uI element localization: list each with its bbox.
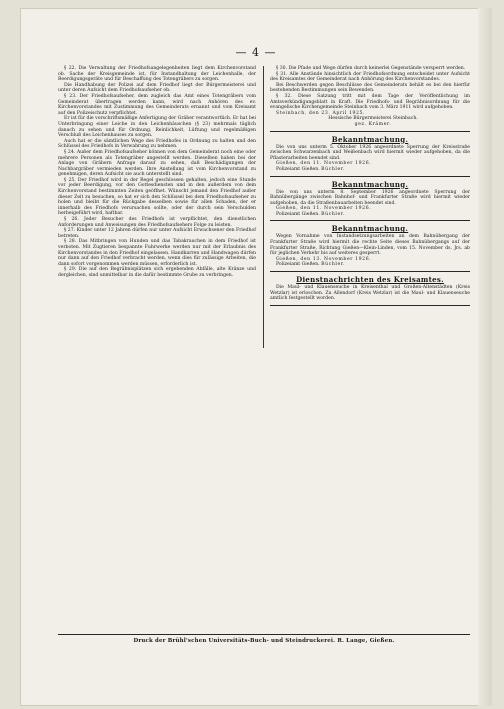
left-paragraph: § 23. Der Friedhofsaufseher, dem zugleich das Amt eines Totengräbers vom Gemeinderat übertragen werden kann, wird nach Anhören des ev. Kirchenvorstandes mit Zustimmung des Gemeinderats ernannt und vom Kreisamt auf den Polizeischutz verpflichtet. <box>58 93 256 116</box>
notice-place-date: Gießen, den 11. November 1926. <box>276 206 372 212</box>
notice-signatory: Büchler. <box>321 211 346 217</box>
notice-signatory: Büchler. <box>321 262 346 268</box>
document-page <box>20 8 492 706</box>
notice-body: Die von uns unterm 5. Oktober 1926 angeordnete Sperrung der Kreisstraße zwischen Schwarzenbach und Weißenbach wird hiermit wieder aufgehoben, da die Pflasterarbeiten beendet sind. <box>270 144 470 161</box>
left-paragraph: Die Handhabung der Polizei auf dem Friedhof liegt der Bürgermeisterei und unter deren Aufsicht dem Friedhofsaufseher ob. <box>58 82 256 94</box>
right-column <box>270 66 470 308</box>
left-paragraph: § 22. Die Verwaltung der Friedhofsangelegenheiten liegt dem Kirchenvorstand ob. Sache der Kreisgemeinde ist, für Instandhaltung der Leichenhalle, der Beerdigungsgeräte und für Beschaffung des Totengräbers zu sorgen. <box>58 66 256 83</box>
notice-title <box>270 224 470 233</box>
right-paragraph: § 31. Alle Anstände hinsichtlich der Friedhofsordnung entscheidet unter Aufsicht des Kreisamtes der Gemeinderat nach Anhörung des Kirchenvorstandes. <box>270 71 470 83</box>
section-rule <box>270 305 470 306</box>
notice-authority-text: Polizeiamt Gießen. <box>276 166 320 172</box>
signature-name: gez. Krämer. <box>354 121 392 127</box>
dienstnachrichten-title <box>270 275 470 284</box>
notice-title-text: Bekanntmachung. <box>331 134 409 144</box>
left-paragraph: Auch hat er die sämtlichen Wege des Friedhofes in Ordnung zu halten und den Schlüssel des Friedhofs in Verwahrung zu nehmen. <box>58 138 256 150</box>
section-rule <box>270 131 470 132</box>
right-paragraph: § 32. Diese Satzung tritt mit dem Tage der Veröffentlichung im Amtsverkündigungsblatt in Kraft. Die Friedhofs- und Begräbnisordnung für die evangelische Kirchengemeinde Steinbach vom 3. März 1911 wird aufgehoben. <box>270 93 470 111</box>
notice-authority <box>270 262 470 268</box>
printer-imprint: Druck der Brühl'schen Universitäts-Buch- und Steindruckerei. R. Lange, Gießen. <box>133 638 395 644</box>
dienstnachrichten-title-text: Dienstnachrichten des Kreisamtes. <box>296 275 444 285</box>
footer-rule <box>58 634 470 635</box>
left-paragraph: § 28. Das Mitbringen von Hunden und das Tabakrauchen in dem Friedhof ist verboten. Mit Zugtieren bespannte Fuhrwerke werden nur mit der Erlaubnis des Kirchenvorstandes in den Friedhof eingelassen. Handkarren und Handwagen dürfen nur dann auf den Friedhof verbracht werden, wenn dies für zulässige Arbeiten, die dann sofort vorgenommen werden müssen, erforderlich ist. <box>58 239 256 267</box>
left-paragraph: § 24. Außer dem Friedhofsaufseher können von dem Gemeinderat noch eine oder mehrere Personen als Totengräber angestellt werden. Dieselben haben bei der Anlage von Gräbern Anfrage darauf zu sehen, daß Beschädigungen der Nachbargräber vermieden werden. Ihre Anstellung ist vom Kirchenvorstand zu genehmigen, deren Aufsicht sie auch unterstellt sind. <box>58 149 256 178</box>
section-rule <box>270 271 470 272</box>
right-paragraph: § 30. Die Pfade und Wege dürfen durch keinerlei Gegenstände versperrt werden. <box>276 66 466 71</box>
notice-authority-text: Polizeiamt Gießen. <box>276 211 320 217</box>
left-paragraph: Er ist für die vorschriftsmäßige Anfertigung der Gräber verantwortlich. Er hat bei Unterbringung einer Leiche in den Leichenhäuschen (§ 23) mehrmals täglich danach zu sehen und für Ordnung, Reinlichkeit, Lüftung und regelmäßigen Verschluß des Leichenhauses zu sorgen. <box>58 116 256 139</box>
notice-authority-text: Polizeiamt Gießen. <box>276 262 320 268</box>
notice-authority <box>270 167 470 173</box>
notice-title-text: Bekanntmachung. <box>331 224 409 234</box>
notice-body: Wegen Vornahme von Instandsetzungsarbeiten an dem Bahnübergang der Frankfurter Straße wird hiermit die rechte Seite dieses Bahnübergangs auf der Frankfurter Straße, Richtung Gießen—Klein-Linden, vom 15. November ds. Jrs. ab für jeglichen Verkehr bis auf weiteres gesperrt. <box>270 234 470 257</box>
notice-place-date: Gießen, den 11. November 1926. <box>276 161 372 167</box>
section-rule <box>270 176 470 177</box>
dienstnachrichten-body: Die Maul- und Klauenseuche in Kreisenthal und Großen-Altenstädten (Kreis Wetzlar) ist erloschen. Zu Allendorf (Kreis Wetzlar) ist die Maul- und Klauenseuche amtlich festgestellt worden. <box>270 285 470 302</box>
notice-authority <box>270 212 470 218</box>
left-paragraph: § 26. Jeder Besucher des Friedhofs ist verpflichtet, den dienstlichen Anforderungen und Anweisungen des Friedhofsaufsehers Folge zu leisten. <box>58 217 256 228</box>
section-rule <box>270 220 470 221</box>
notice-title <box>270 180 470 189</box>
right-paragraph: Bei Beschwerden gegen Beschlüsse des Gemeinderats behält es bei den hierfür bestehenden Bestimmungen sein Bewenden. <box>270 82 470 94</box>
page-number: — 4 — <box>235 46 277 59</box>
notice-body: Die von uns unterm 8. September 1926 angeordnete Sperrung der Bahnübergänge zwischen Bahnhof- und Frankfurter Straße wird hiermit wieder aufgehoben, da die Straßenbauarbeiten beendet sind. <box>270 189 470 206</box>
notice-title <box>270 135 470 144</box>
left-paragraph: § 29. Die auf den Begräbnisplätzen sich ergebenden Abfälle, alte Kränze und dergleichen, sind unmittelbar in die dafür bestimmte Grube zu verbringen. <box>58 267 256 278</box>
signature-office: Hessische Bürgermeisterei Steinbach. <box>328 116 418 122</box>
notice-place-date: Gießen, den 13. November 1926. <box>276 256 372 262</box>
signature-place-date: Steinbach, den 23. April 1925. <box>276 110 366 116</box>
left-column <box>58 66 256 279</box>
notice-signatory: Büchler. <box>321 166 346 172</box>
notice-title-text: Bekanntmachung. <box>331 179 409 189</box>
left-paragraph: § 27. Kinder unter 12 Jahren dürfen nur unter Aufsicht Erwachsener den Friedhof betreten. <box>58 228 256 239</box>
left-paragraph: § 25. Der Friedhof wird in der Regel geschlossen gehalten, jedoch eine Stunde vor jeder Beerdigung, vor den Gottesdiensten und in den außerdem von dem Kirchenvorstand bestimmten Zeiten geöffnet. Wünscht jemand den Friedhof außer dieser Zeit zu besuchen, so hat er sich den Schlüssel bei dem Friedhofsaufseher zu holen und bleibt für die Rückgabe desselben sowie für allen Schaden, der er innerhalb des Friedhofs verursachen sollte, oder der durch sein Verschulden herbeigeführt wird, haftbar. <box>58 177 256 217</box>
column-divider <box>263 66 264 348</box>
page-edge <box>478 8 492 706</box>
